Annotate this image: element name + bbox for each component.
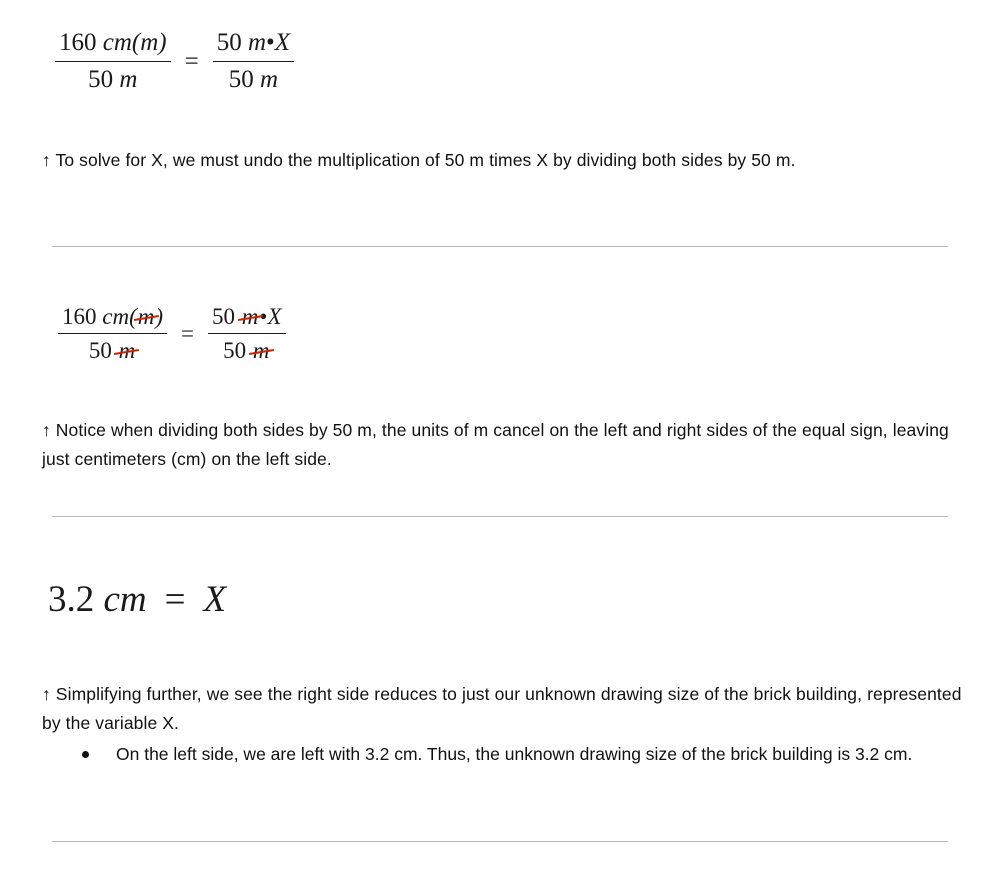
equation-1-right-numerator-value: 50 bbox=[216, 29, 242, 56]
cancelled-unit-m: m bbox=[241, 304, 259, 329]
bullet-dot-icon bbox=[82, 751, 89, 758]
multiplication-dot-icon: • bbox=[259, 304, 268, 329]
result-units: cm bbox=[103, 579, 147, 620]
cancelled-unit-m: m bbox=[137, 304, 155, 329]
equation-2-equals-sign: = bbox=[181, 321, 195, 347]
equation-1-left-denominator-units: m bbox=[119, 65, 138, 93]
equation-1-equals-sign: = bbox=[184, 47, 199, 75]
equation-2-left-numerator-value: 160 bbox=[62, 304, 97, 329]
equation-2-right-numerator-variable: X bbox=[267, 304, 282, 329]
cancelled-unit-m: m bbox=[252, 338, 270, 364]
equation-2-right-fraction bbox=[208, 303, 286, 364]
equation-1-right-numerator-units: m bbox=[247, 29, 267, 56]
paren-open: ( bbox=[129, 304, 137, 329]
section-divider bbox=[52, 246, 948, 247]
equation-step-3-result bbox=[48, 578, 226, 621]
equation-1-left-numerator-units: cm(m) bbox=[102, 29, 167, 56]
section-divider bbox=[52, 841, 948, 842]
equation-2-left-fraction bbox=[58, 303, 167, 364]
equation-1-right-denominator-value: 50 bbox=[228, 65, 254, 93]
conclusion-bullet-list bbox=[78, 740, 958, 769]
list-item bbox=[78, 740, 958, 769]
paren-close: ) bbox=[155, 304, 164, 329]
equation-step-1 bbox=[55, 28, 294, 94]
equation-1-left-numerator-value: 160 bbox=[59, 29, 97, 56]
equation-2-left-denominator-value: 50 bbox=[88, 338, 112, 364]
equation-step-2 bbox=[58, 303, 286, 364]
equation-1-right-denominator-units: m bbox=[259, 65, 279, 93]
explanation-note-2: ↑ Notice when dividing both sides by 50 m, the units of m cancel on the left and right sides of the equal sign, leaving just centimeters (cm) on the left side. bbox=[42, 420, 949, 469]
multiplication-dot-icon: • bbox=[266, 29, 275, 56]
result-value: 3.2 bbox=[48, 579, 95, 620]
equation-2-left-denominator bbox=[85, 334, 140, 364]
list-item-label: On the left side, we are left with 3.2 cm. Thus, the unknown drawing size of the brick building is 3.2 cm. bbox=[116, 744, 913, 764]
equation-2-right-denominator bbox=[219, 334, 274, 364]
result-variable: X bbox=[203, 579, 227, 620]
equation-1-right-fraction bbox=[213, 28, 294, 94]
equation-1-left-denominator-value: 50 bbox=[88, 65, 114, 93]
equation-2-right-numerator bbox=[208, 303, 286, 334]
equation-3-equals-sign: = bbox=[164, 579, 186, 620]
equation-2-left-numerator-unit-cm: cm bbox=[102, 304, 130, 329]
equation-2-right-numerator-value: 50 bbox=[212, 304, 236, 329]
section-divider bbox=[52, 516, 948, 517]
explanation-note-1: ↑ To solve for X, we must undo the multiplication of 50 m times X by dividing both sides by 50 m. bbox=[42, 150, 796, 170]
equation-1-left-denominator bbox=[84, 62, 141, 95]
explanation-note-3: ↑ Simplifying further, we see the right side reduces to just our unknown drawing size of the brick building, represented by the variable X. bbox=[42, 684, 962, 733]
equation-1-left-fraction bbox=[55, 28, 171, 94]
equation-1-right-denominator bbox=[225, 62, 282, 95]
equation-2-right-denominator-value: 50 bbox=[223, 338, 247, 364]
equation-1-right-numerator bbox=[213, 28, 294, 62]
equation-1-left-numerator bbox=[55, 28, 171, 62]
equation-1-right-numerator-variable: X bbox=[274, 29, 291, 56]
equation-2-left-numerator bbox=[58, 303, 167, 334]
cancelled-unit-m: m bbox=[118, 338, 136, 364]
